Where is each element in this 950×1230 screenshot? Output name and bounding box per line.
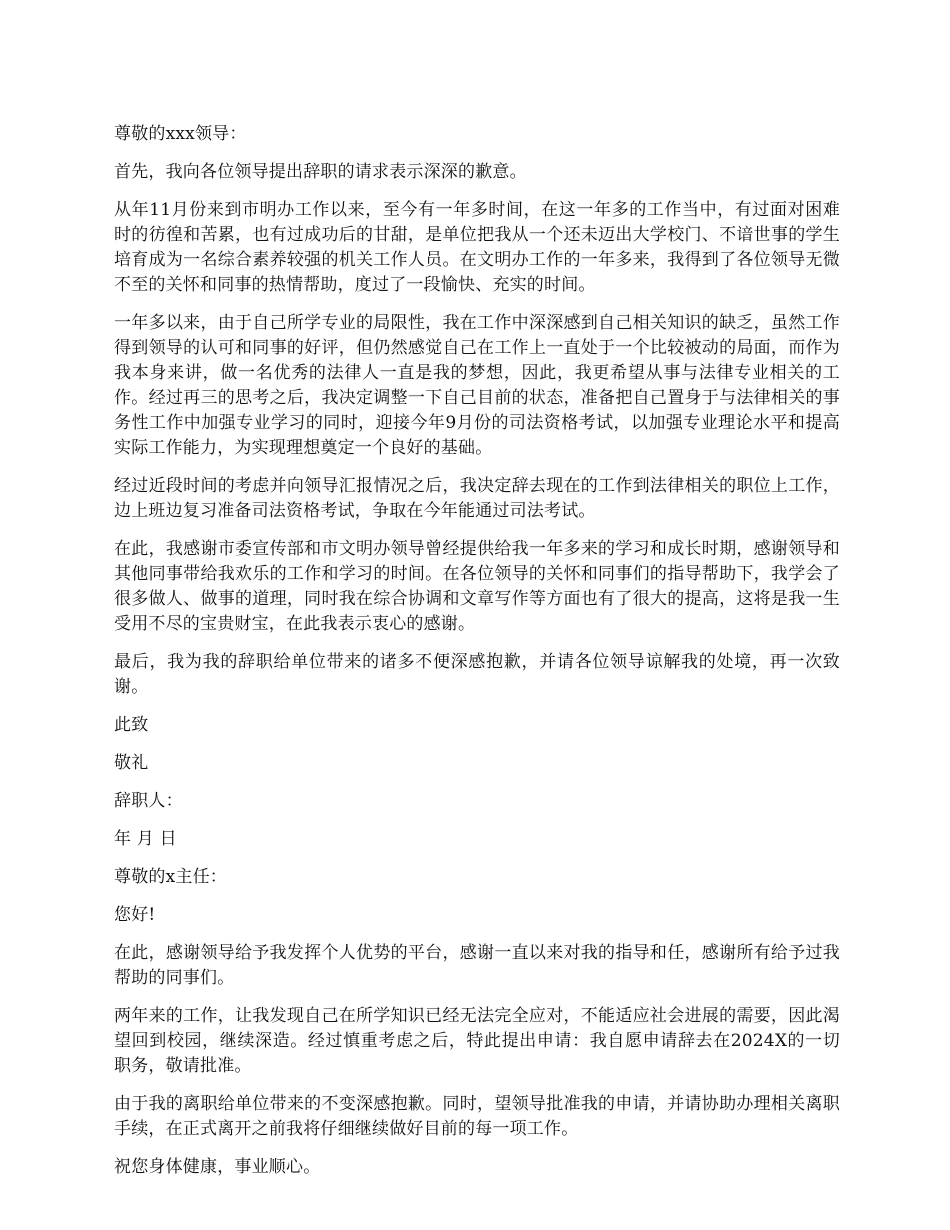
career-reason-paragraph: 一年多以来，由于自己所学专业的局限性，我在工作中深深感到自己相关知识的缺乏，虽然工作得到领导的认可和同事的好评，但仍然感觉自己在工作上一直处于一个比较被动的局面，而作为我本身来讲，做一名优秀的法律人一直是我的梦想，因此，我更希望从事与法律专业相关的工作。经过再三的思考之后，我决定调整一下自己目前的状态，准备把自己置身于与法律相关的事务性工作中加强专业学习的同时，迎接今年9月份的司法资格考试，以加强专业理论水平和提高实际工作能力，为实现理想奠定一个良好的基础。 — [114, 313, 840, 458]
gratitude-paragraph: 在此，我感谢市委宣传部和市文明办领导曾经提供给我一年多来的学习和成长时期，感谢领导和其他同事带给我欢乐的工作和学习的时间。在各位领导的关怀和同事们的指导帮助下，我学会了很多做人、做事的道理，同时我在综合协调和文章写作等方面也有了很大的提高，这将是我一生受用不尽的宝贵财宝，在此我表示衷心的感谢。 — [114, 539, 840, 634]
decision-paragraph: 经过近段时间的考虑并向领导汇报情况之后，我决定辞去现在的工作到法律相关的职位上工作，边上班边复习准备司法资格考试，争取在今年能通过司法考试。 — [114, 476, 840, 521]
greeting-line: 您好! — [114, 905, 156, 925]
letter-body — [114, 122, 840, 1193]
date-line: 年 月 日 — [114, 829, 177, 849]
closing-line-2: 敬礼 — [114, 753, 149, 773]
opening-apology-paragraph: 首先，我向各位领导提出辞职的请求表示深深的歉意。 — [114, 162, 527, 182]
salutation-1: 尊敬的xxx领导： — [114, 124, 247, 144]
salutation-2: 尊敬的x主任： — [114, 867, 227, 887]
wishes-line: 祝您身体健康，事业顺心。 — [114, 1157, 321, 1177]
thanks-paragraph: 在此，感谢领导给予我发挥个人优势的平台，感谢一直以来对我的指导和任，感谢所有给予过我帮助的同事们。 — [114, 943, 840, 988]
closing-line-1: 此致 — [114, 715, 149, 735]
closing-apology-paragraph: 最后，我为我的辞职给单位带来的诸多不便深感抱歉，并请各位领导谅解我的处境，再一次致谢。 — [114, 652, 840, 697]
signature-line: 辞职人： — [114, 791, 183, 811]
handover-paragraph: 由于我的离职给单位带来的不变深感抱歉。同时，望领导批准我的申请，并请协助办理相关离职手续，在正式离开之前我将仔细继续做好目前的每一项工作。 — [114, 1094, 840, 1139]
request-paragraph: 两年来的工作，让我发现自己在所学知识已经无法完全应对，不能适应社会进展的需要，因此渴望回到校园，继续深造。经过慎重考虑之后，特此提出申请：我自愿申请辞去在2024X的一切职务，敬请批准。 — [114, 1006, 840, 1076]
work-history-paragraph: 从年11月份来到市明办工作以来，至今有一年多时间，在这一年多的工作当中，有过面对困难时的彷徨和苦累，也有过成功后的甘甜，是单位把我从一个还未迈出大学校门、不谙世事的学生培育成为一名综合素养较强的机关工作人员。在文明办工作的一年多来，我得到了各位领导无微不至的关怀和同事的热情帮助，度过了一段愉快、充实的时间。 — [114, 200, 840, 295]
